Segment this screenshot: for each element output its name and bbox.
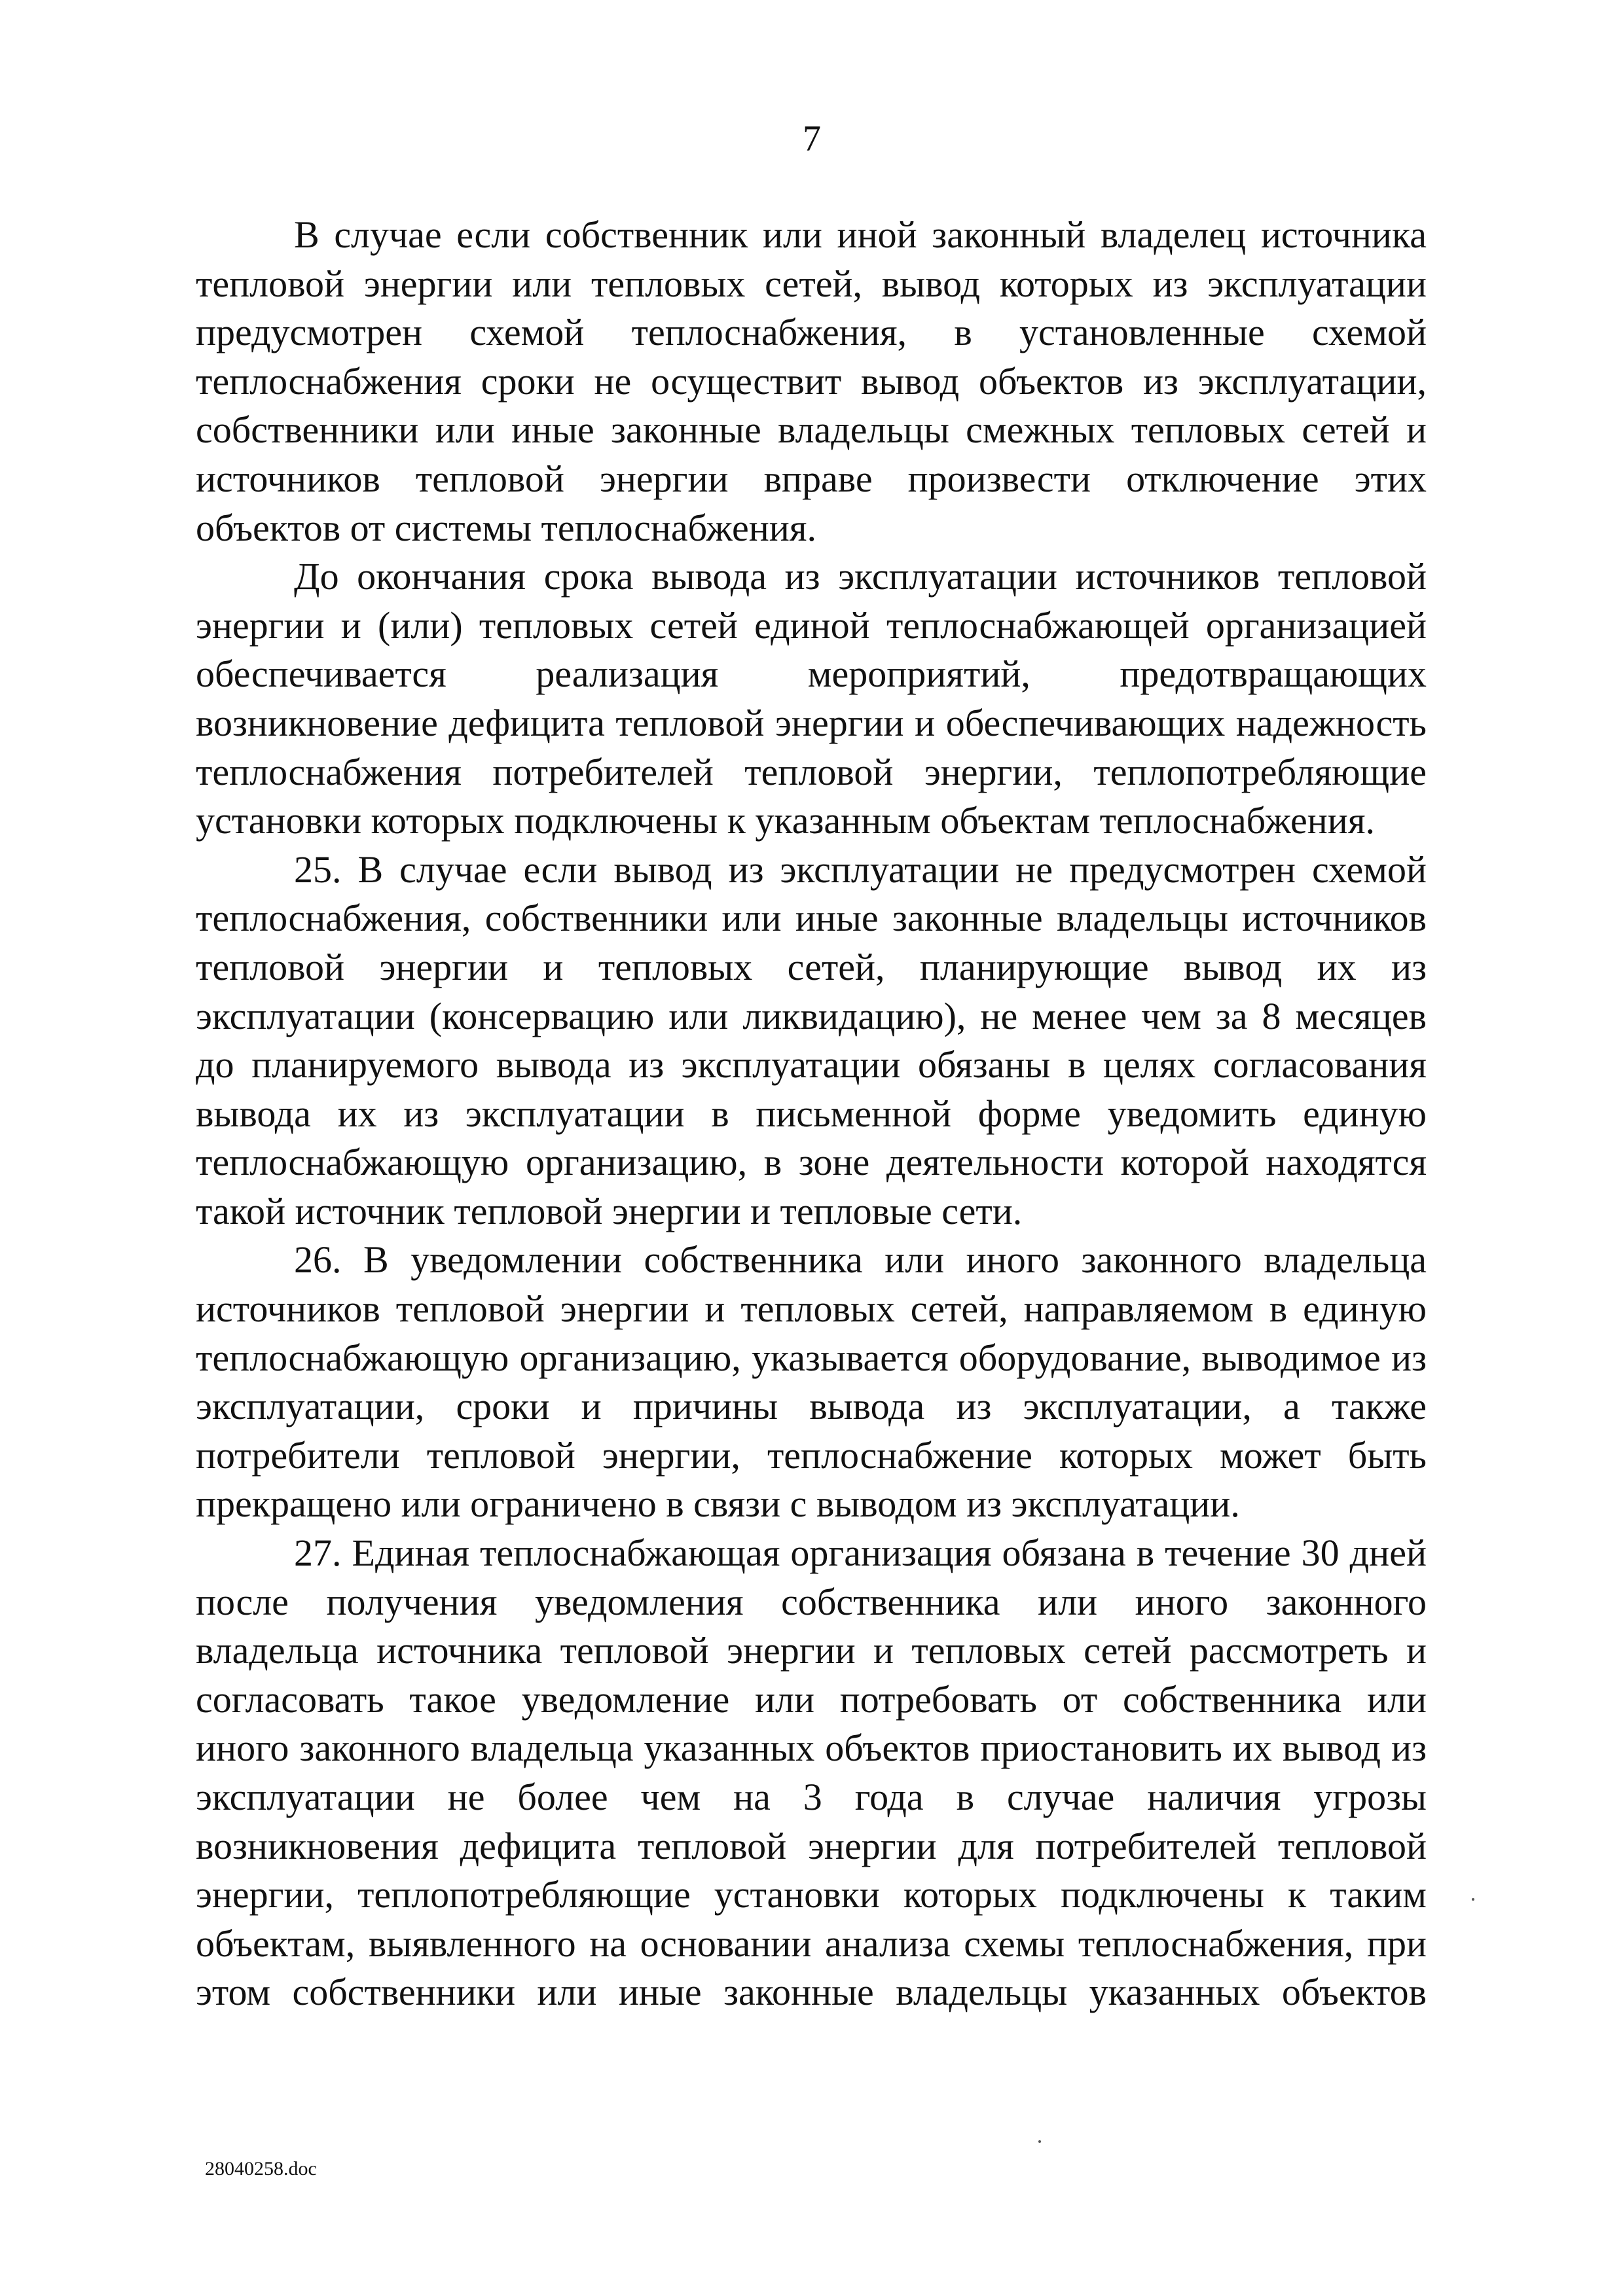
text-line: теплоснабжения, собственники или иные законные владельцы источников — [196, 897, 1427, 940]
text-line: после получения уведомления собственника или иного законного — [196, 1580, 1427, 1623]
text-line: теплоснабжения сроки не осуществит вывод объектов из эксплуатации, — [196, 359, 1427, 403]
text-line: эксплуатации не более чем на 3 года в случае наличия угрозы — [196, 1776, 1427, 1818]
text-line: этом собственники или иные законные владельцы указанных объектов — [196, 1971, 1427, 2014]
text-line: иного законного владельца указанных объектов приостановить их вывод из — [196, 1727, 1427, 1770]
paragraph-item-27 — [196, 1529, 1427, 2017]
footer-filename: 28040258.doc — [205, 2158, 317, 2179]
text-line: прекращено или ограничено в связи с выводом из эксплуатации. — [196, 1482, 1240, 1526]
text-line: теплоснабжения потребителей тепловой энергии, теплопотребляющие — [196, 750, 1427, 793]
paragraph-owner-failure-to-decommission — [196, 211, 1427, 552]
text-line: до планируемого вывода из эксплуатации обязаны в целях согласования — [196, 1043, 1427, 1086]
text-line: обеспечивается реализация мероприятий, предотвращающих — [196, 653, 1427, 696]
paragraph-until-decommission-deadline — [196, 552, 1427, 846]
text-line: энергии и (или) тепловых сетей единой теплоснабжающей организацией — [196, 603, 1427, 647]
text-line: теплоснабжающую организацию, указывается оборудование, выводимое из — [196, 1336, 1427, 1379]
text-line: До окончания срока вывода из эксплуатации источников тепловой — [294, 555, 1427, 598]
text-line: теплоснабжающую организацию, в зоне деятельности которой находятся — [196, 1141, 1427, 1184]
text-line: источников тепловой энергии вправе произвести отключение этих — [196, 457, 1427, 500]
text-line: вывода их из эксплуатации в письменной форме уведомить единую — [196, 1092, 1427, 1135]
document-body — [196, 211, 1427, 2017]
text-line: собственники или иные законные владельцы смежных тепловых сетей и — [196, 408, 1427, 452]
text-line: эксплуатации (консервацию или ликвидацию), не менее чем за 8 месяцев — [196, 994, 1427, 1037]
text-line: источников тепловой энергии и тепловых сетей, направляемом в единую — [196, 1287, 1427, 1331]
text-line: эксплуатации, сроки и причины вывода из эксплуатации, а также — [196, 1385, 1427, 1428]
text-line: 25. В случае если вывод из эксплуатации не предусмотрен схемой — [294, 848, 1427, 891]
text-line: установки которых подключены к указанным объектам теплоснабжения. — [196, 799, 1376, 842]
text-line: возникновение дефицита тепловой энергии и обеспечивающих надежность — [196, 701, 1427, 744]
text-line: 26. В уведомлении собственника или иного законного владельца — [294, 1238, 1427, 1282]
text-line: объектам, выявленного на основании анализа схемы теплоснабжения, при — [196, 1922, 1427, 1965]
text-line: В случае если собственник или иной законный владелец источника — [294, 213, 1427, 256]
text-line: потребители тепловой энергии, теплоснабжение которых может быть — [196, 1433, 1427, 1477]
text-line: возникновения дефицита тепловой энергии для потребителей тепловой — [196, 1824, 1427, 1867]
text-line: предусмотрен схемой теплоснабжения, в установленные схемой — [196, 311, 1427, 354]
scan-speck — [1038, 2140, 1041, 2143]
text-line: тепловой энергии и тепловых сетей, планирующие вывод их из — [196, 945, 1427, 988]
scan-speck — [1472, 1898, 1474, 1901]
text-line: энергии, теплопотребляющие установки которых подключены к таким — [196, 1873, 1427, 1916]
text-line: объектов от системы теплоснабжения. — [196, 506, 816, 549]
text-line: владельца источника тепловой энергии и тепловых сетей рассмотреть и — [196, 1629, 1427, 1672]
text-line: 27. Единая теплоснабжающая организация обязана в течение 30 дней — [294, 1532, 1427, 1575]
page-number: 7 — [803, 118, 821, 159]
text-line: такой источник тепловой энергии и тепловые сети. — [196, 1189, 1023, 1232]
paragraph-item-25 — [196, 846, 1427, 1236]
text-line: тепловой энергии или тепловых сетей, вывод которых из эксплуатации — [196, 262, 1427, 305]
text-line: согласовать такое уведомление или потребовать от собственника или — [196, 1677, 1427, 1721]
paragraph-item-26 — [196, 1236, 1427, 1529]
